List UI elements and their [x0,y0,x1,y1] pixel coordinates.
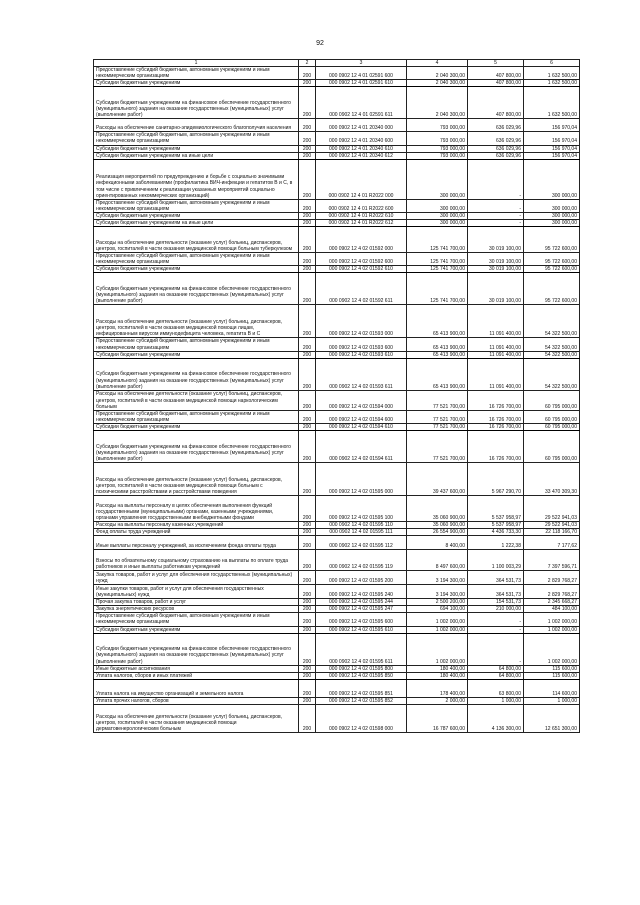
header-col-5: 5 [468,60,524,67]
row-approved-amount: 125 741 700,00 [407,253,468,266]
row-admin-code: 200 [299,338,316,351]
row-classification-code: 000 0902 12 4 01 20340 610 [316,145,407,152]
row-name: Субсидии бюджетным учреждениям на иные цели [94,220,299,227]
table-row [94,633,580,665]
row-classification-code: 000 0902 12 4 02 01595 852 [316,697,407,704]
row-remaining-amount: 1 632 500,00 [524,67,580,80]
row-classification-code: 000 0902 12 4 02 01594 610 [316,423,407,430]
row-remaining-amount: 60 795 000,00 [524,423,580,430]
table-row [94,550,580,571]
row-approved-amount: 77 521 700,00 [407,423,468,430]
row-remaining-amount: 29 522 941,03 [524,521,580,528]
row-approved-amount: 65 413 900,00 [407,351,468,358]
row-approved-amount: 3 194 300,00 [407,571,468,585]
row-executed-amount: 30 019 100,00 [468,266,524,273]
row-classification-code: 000 0902 12 4 02 01595 610 [316,626,407,633]
row-classification-code: 000 0902 12 4 01 20340 600 [316,132,407,145]
row-classification-code: 000 0902 12 4 02 01595 600 [316,613,407,626]
table-row [94,227,580,253]
row-executed-amount: 16 726 700,00 [468,423,524,430]
row-classification-code: 000 0902 12 4 02 01594 000 [316,390,407,410]
row-classification-code: 000 0902 12 4 01 20340 000 [316,119,407,132]
row-name: Субсидии бюджетным учреждениям [94,212,299,219]
row-classification-code: 000 0902 12 4 02 01594 611 [316,430,407,462]
row-admin-code: 200 [299,266,316,273]
row-classification-code: 000 0902 12 4 01 20340 612 [316,152,407,159]
row-remaining-amount: 300 000,00 [524,199,580,212]
row-executed-amount: 407 800,00 [468,80,524,87]
row-classification-code: 000 0902 12 4 02 01592 600 [316,253,407,266]
row-admin-code: 200 [299,119,316,132]
row-remaining-amount: 54 322 500,00 [524,351,580,358]
row-approved-amount: 694 100,00 [407,606,468,613]
row-name: Субсидии бюджетным учреждениям на финансовое обеспечение государственного (муниципального) задания на оказание государственных (муниципальных) услуг (выполнение работ) [94,430,299,462]
row-admin-code: 200 [299,212,316,219]
table-row [94,305,580,338]
row-admin-code: 200 [299,227,316,253]
row-name: Субсидии бюджетным учреждениям [94,145,299,152]
row-admin-code: 200 [299,410,316,423]
row-name: Взносы по обязательному социальному страхованию на выплаты по оплате труда работников и иные выплаты работникам учреждений [94,550,299,571]
row-name: Реализация мероприятий по предупреждению и борьбе с социально значимыми инфекционными заболеваниями (профилактика ВИЧ-инфекции и гепатитов В и С, в том числе с привлечением к реализации указанных мероприятий социально ориентированных некоммерческих организаций) [94,159,299,199]
header-col-6: 6 [524,60,580,67]
row-classification-code: 000 0902 12 4 02 01594 600 [316,410,407,423]
row-remaining-amount: 115 600,00 [524,665,580,672]
table-row [94,338,580,351]
table-row [94,536,580,550]
row-approved-amount: 180 400,00 [407,672,468,679]
row-approved-amount: 2 000,00 [407,697,468,704]
row-classification-code: 000 0902 12 4 01 02591 600 [316,67,407,80]
row-admin-code: 200 [299,672,316,679]
row-remaining-amount: 33 470 309,30 [524,462,580,495]
row-approved-amount: 125 741 700,00 [407,227,468,253]
row-approved-amount: 35 060 900,00 [407,521,468,528]
row-remaining-amount: 2 345 668,27 [524,599,580,606]
row-classification-code: 000 0902 12 4 02 01595 247 [316,606,407,613]
row-approved-amount: 178 400,00 [407,679,468,697]
row-name: Расходы на обеспечение санитарно-эпидемиологического благополучия населения [94,119,299,132]
row-approved-amount: 1 002 000,00 [407,626,468,633]
row-admin-code: 200 [299,390,316,410]
row-executed-amount: 636 029,96 [468,119,524,132]
row-executed-amount: 64 800,00 [468,665,524,672]
table-row [94,212,580,219]
table-row [94,67,580,80]
row-remaining-amount: 156 970,04 [524,132,580,145]
row-approved-amount: 793 000,00 [407,119,468,132]
row-name: Субсидии бюджетным учреждениям [94,80,299,87]
row-classification-code: 000 0902 12 4 01 R2022 600 [316,199,407,212]
table-row [94,132,580,145]
row-admin-code: 200 [299,220,316,227]
row-name: Субсидии бюджетным учреждениям на финансовое обеспечение государственного (муниципального) задания на оказание государственных (муниципальных) услуг (выполнение работ) [94,633,299,665]
row-remaining-amount: 95 722 600,00 [524,253,580,266]
row-admin-code: 200 [299,80,316,87]
row-name: Субсидии бюджетным учреждениям на иные цели [94,152,299,159]
row-approved-amount: 2 040 300,00 [407,80,468,87]
row-remaining-amount: 29 522 941,03 [524,495,580,521]
row-classification-code: 000 0902 12 4 02 01595 000 [316,462,407,495]
row-admin-code: 200 [299,599,316,606]
row-name: Предоставление субсидий бюджетным, автономным учреждениям и иным некоммерческим организациям [94,613,299,626]
row-approved-amount: 125 741 700,00 [407,266,468,273]
row-approved-amount: 1 002 000,00 [407,633,468,665]
row-approved-amount: 125 741 700,00 [407,273,468,305]
table-row [94,390,580,410]
row-admin-code: 200 [299,351,316,358]
row-approved-amount: 39 437 600,00 [407,462,468,495]
row-executed-amount: 636 029,96 [468,152,524,159]
header-col-3: 3 [316,60,407,67]
row-classification-code: 000 0902 12 4 02 01595 200 [316,571,407,585]
row-name: Предоставление субсидий бюджетным, автономным учреждениям и иным некоммерческим организациям [94,67,299,80]
row-executed-amount: - [468,199,524,212]
row-admin-code: 200 [299,159,316,199]
row-executed-amount: 5 967 290,70 [468,462,524,495]
row-executed-amount: 63 800,00 [468,679,524,697]
row-admin-code: 200 [299,521,316,528]
row-classification-code: 000 0902 12 4 02 01593 611 [316,358,407,390]
row-approved-amount: 2 040 300,00 [407,87,468,119]
row-name: Субсидии бюджетным учреждениям на финансовое обеспечение государственного (муниципального) задания на оказание государственных (муниципальных) услуг (выполнение работ) [94,273,299,305]
table-row [94,87,580,119]
row-name: Фонд оплаты труда учреждений [94,529,299,536]
row-name: Предоставление субсидий бюджетным, автономным учреждениям и иным некоммерческим организациям [94,132,299,145]
row-approved-amount: 35 060 900,00 [407,495,468,521]
row-classification-code: 000 0902 12 4 02 01595 110 [316,521,407,528]
header-col-4: 4 [407,60,468,67]
row-name: Расходы на обеспечение деятельности (оказание услуг) больниц, диспансеров, центров, госпиталей в части оказания медицинской помощи больным туберкулезом [94,227,299,253]
row-admin-code: 200 [299,550,316,571]
row-remaining-amount: 2 829 768,27 [524,571,580,585]
row-remaining-amount: 1 632 500,00 [524,87,580,119]
row-classification-code: 000 0902 12 4 01 02591 610 [316,80,407,87]
table-header [94,60,580,67]
row-remaining-amount: 95 722 600,00 [524,266,580,273]
table-row [94,159,580,199]
row-executed-amount: 407 800,00 [468,67,524,80]
row-name: Предоставление субсидий бюджетным, автономным учреждениям и иным некоммерческим организациям [94,338,299,351]
row-executed-amount: 1 000,00 [468,697,524,704]
row-classification-code: 000 0902 12 4 02 01595 851 [316,679,407,697]
row-classification-code: 000 0902 12 4 02 01593 600 [316,338,407,351]
row-remaining-amount: 1 632 500,00 [524,80,580,87]
row-executed-amount: 16 726 700,00 [468,430,524,462]
row-approved-amount: 65 413 900,00 [407,305,468,338]
table-row [94,266,580,273]
table-row [94,423,580,430]
table-row [94,571,580,585]
row-name: Иные выплаты персоналу учреждений, за исключением фонда оплаты труда [94,536,299,550]
row-approved-amount: 16 787 600,00 [407,704,468,732]
page-number: 92 [316,40,324,47]
row-name: Уплата налога на имущество организаций и земельного налога [94,679,299,697]
row-admin-code: 200 [299,613,316,626]
row-executed-amount: 5 537 958,97 [468,521,524,528]
row-remaining-amount: 95 722 600,00 [524,273,580,305]
table-row [94,273,580,305]
row-remaining-amount: 1 002 000,00 [524,633,580,665]
table-row [94,145,580,152]
row-name: Иные бюджетные ассигнования [94,665,299,672]
row-executed-amount: 407 800,00 [468,87,524,119]
row-admin-code: 200 [299,679,316,697]
row-executed-amount: 30 019 100,00 [468,273,524,305]
row-approved-amount: 300 000,00 [407,159,468,199]
table-body [94,67,580,733]
row-name: Прочая закупка товаров, работ и услуг [94,599,299,606]
table-row [94,529,580,536]
table-row [94,430,580,462]
row-approved-amount: 77 521 700,00 [407,410,468,423]
row-name: Расходы на обеспечение деятельности (оказание услуг) больниц, диспансеров, центров, госпиталей в части оказания медицинской помощи больным с психическими расстройствами и расстройствами поведения [94,462,299,495]
row-admin-code: 200 [299,536,316,550]
budget-table [93,59,580,733]
row-admin-code: 200 [299,704,316,732]
table-row [94,704,580,732]
row-executed-amount: 4 136 300,00 [468,704,524,732]
row-executed-amount: - [468,220,524,227]
row-name: Иные закупки товаров, работ и услуг для обеспечения государственных (муниципальных) нужд [94,585,299,599]
row-executed-amount: 30 019 100,00 [468,253,524,266]
row-approved-amount: 8 400,00 [407,536,468,550]
row-admin-code: 200 [299,423,316,430]
row-executed-amount: 30 019 100,00 [468,227,524,253]
row-classification-code: 000 0902 12 4 02 01595 100 [316,495,407,521]
row-approved-amount: 793 000,00 [407,132,468,145]
row-remaining-amount: 1 002 000,00 [524,626,580,633]
row-admin-code: 200 [299,585,316,599]
row-name: Субсидии бюджетным учреждениям на финансовое обеспечение государственного (муниципального) задания на оказание государственных (муниципальных) услуг (выполнение работ) [94,358,299,390]
row-classification-code: 000 0902 12 4 02 01595 111 [316,529,407,536]
row-name: Уплата налогов, сборов и иных платежей [94,672,299,679]
table-row [94,613,580,626]
header-col-2: 2 [299,60,316,67]
row-approved-amount: 2 500 200,00 [407,599,468,606]
row-executed-amount: 16 726 700,00 [468,410,524,423]
row-name: Субсидии бюджетным учреждениям [94,423,299,430]
row-name: Субсидии бюджетным учреждениям [94,351,299,358]
table-row [94,119,580,132]
row-remaining-amount: 7 177,62 [524,536,580,550]
table-row [94,679,580,697]
table-row [94,410,580,423]
row-remaining-amount: 300 000,00 [524,212,580,219]
row-approved-amount: 65 413 900,00 [407,338,468,351]
row-executed-amount: 364 531,73 [468,585,524,599]
table-row [94,672,580,679]
row-name: Предоставление субсидий бюджетным, автономным учреждениям и иным некоммерческим организациям [94,253,299,266]
row-classification-code: 000 0902 12 4 02 01593 000 [316,305,407,338]
row-executed-amount: 210 000,00 [468,606,524,613]
row-remaining-amount: 60 795 000,00 [524,430,580,462]
row-name: Закупка товаров, работ и услуг для обеспечения государственных (муниципальных) нужд [94,571,299,585]
row-approved-amount: 65 413 900,00 [407,358,468,390]
row-approved-amount: 77 521 700,00 [407,430,468,462]
row-classification-code: 000 0902 12 4 02 01592 611 [316,273,407,305]
table-row [94,521,580,528]
row-classification-code: 000 0902 12 4 01 R2022 612 [316,220,407,227]
row-remaining-amount: 12 651 300,00 [524,704,580,732]
table-row [94,462,580,495]
row-remaining-amount: 300 000,00 [524,159,580,199]
row-remaining-amount: 54 322 500,00 [524,338,580,351]
row-approved-amount: 300 000,00 [407,199,468,212]
table-row [94,253,580,266]
table-row [94,606,580,613]
row-admin-code: 200 [299,152,316,159]
row-approved-amount: 1 002 000,00 [407,613,468,626]
row-approved-amount: 793 000,00 [407,152,468,159]
row-approved-amount: 180 400,00 [407,665,468,672]
row-executed-amount: 5 537 958,97 [468,495,524,521]
row-remaining-amount: 54 322 500,00 [524,305,580,338]
row-name: Закупка энергетических ресурсов [94,606,299,613]
row-executed-amount: - [468,613,524,626]
row-admin-code: 200 [299,571,316,585]
table-row [94,599,580,606]
row-approved-amount: 300 000,00 [407,212,468,219]
row-remaining-amount: 156 970,04 [524,152,580,159]
row-admin-code: 200 [299,132,316,145]
row-name: Расходы на обеспечение деятельности (оказание услуг) больниц, диспансеров, центров, госпиталей в части оказания медицинской помощи дерматовенерологическим больным [94,704,299,732]
row-classification-code: 000 0902 12 4 02 01598 000 [316,704,407,732]
row-classification-code: 000 0902 12 4 01 R2022 610 [316,212,407,219]
row-executed-amount: - [468,626,524,633]
row-admin-code: 200 [299,253,316,266]
row-approved-amount: 793 000,00 [407,145,468,152]
row-name: Уплата прочих налогов, сборов [94,697,299,704]
row-admin-code: 200 [299,305,316,338]
row-approved-amount: 77 521 700,00 [407,390,468,410]
table-row [94,220,580,227]
row-remaining-amount: 60 795 000,00 [524,390,580,410]
row-classification-code: 000 0902 12 4 02 01595 244 [316,599,407,606]
row-approved-amount: 26 554 900,00 [407,529,468,536]
row-admin-code: 200 [299,199,316,212]
row-name: Расходы на выплаты персоналу казенных учреждений [94,521,299,528]
row-admin-code: 200 [299,665,316,672]
row-executed-amount: 636 029,96 [468,132,524,145]
row-executed-amount: 11 091 400,00 [468,351,524,358]
table-row [94,152,580,159]
row-admin-code: 200 [299,430,316,462]
row-executed-amount: 16 726 700,00 [468,390,524,410]
row-remaining-amount: 1 000,00 [524,697,580,704]
table-row [94,585,580,599]
row-executed-amount: 1 100 003,29 [468,550,524,571]
row-classification-code: 000 0902 12 4 02 01595 119 [316,550,407,571]
row-remaining-amount: 22 118 166,70 [524,529,580,536]
row-name: Расходы на выплаты персоналу в целях обеспечения выполнения функций государственными (муниципальными) органами, казенными учреждениями, органами управления государственными внебюджетными фондами [94,495,299,521]
table-row [94,358,580,390]
row-name: Расходы на обеспечение деятельности (оказание услуг) больниц, диспансеров, центров, госпиталей в части оказания медицинской помощи лицам, инфицированным вирусом иммунодефицита человека, гепатита В и С [94,305,299,338]
row-admin-code: 200 [299,529,316,536]
row-executed-amount: 636 029,96 [468,145,524,152]
row-name: Субсидии бюджетным учреждениям [94,266,299,273]
row-name: Субсидии бюджетным учреждениям на финансовое обеспечение государственного (муниципального) задания на оказание государственных (муниципальных) услуг (выполнение работ) [94,87,299,119]
row-remaining-amount: 54 322 500,00 [524,358,580,390]
row-classification-code: 000 0902 12 4 02 01595 112 [316,536,407,550]
row-executed-amount: 364 531,73 [468,571,524,585]
row-executed-amount: 11 091 400,00 [468,305,524,338]
row-remaining-amount: 7 397 596,71 [524,550,580,571]
row-name: Предоставление субсидий бюджетным, автономным учреждениям и иным некоммерческим организациям [94,199,299,212]
table-row [94,80,580,87]
row-admin-code: 200 [299,606,316,613]
row-remaining-amount: 156 970,04 [524,119,580,132]
row-executed-amount: 11 091 400,00 [468,358,524,390]
row-admin-code: 200 [299,87,316,119]
row-admin-code: 200 [299,495,316,521]
row-classification-code: 000 0902 12 4 02 01595 611 [316,633,407,665]
row-remaining-amount: 2 829 768,27 [524,585,580,599]
header-col-1: 1 [94,60,299,67]
row-classification-code: 000 0902 12 4 02 01595 850 [316,672,407,679]
row-executed-amount: 11 091 400,00 [468,338,524,351]
row-admin-code: 200 [299,67,316,80]
row-classification-code: 000 0902 12 4 02 01593 610 [316,351,407,358]
row-remaining-amount: 156 970,04 [524,145,580,152]
row-classification-code: 000 0902 12 4 02 01592 610 [316,266,407,273]
row-admin-code: 200 [299,273,316,305]
row-admin-code: 200 [299,145,316,152]
table-row [94,495,580,521]
row-executed-amount: 154 531,73 [468,599,524,606]
row-approved-amount: 3 194 300,00 [407,585,468,599]
row-name: Расходы на обеспечение деятельности (оказание услуг) больниц, диспансеров, центров, госпиталей в части оказания медицинской помощи наркологическим больным [94,390,299,410]
row-name: Предоставление субсидий бюджетным, автономным учреждениям и иным некоммерческим организациям [94,410,299,423]
row-approved-amount: 2 040 300,00 [407,67,468,80]
row-approved-amount: 300 000,00 [407,220,468,227]
row-executed-amount: 1 222,38 [468,536,524,550]
row-executed-amount: 64 800,00 [468,672,524,679]
row-remaining-amount: 300 000,00 [524,220,580,227]
row-admin-code: 200 [299,633,316,665]
row-admin-code: 200 [299,626,316,633]
row-remaining-amount: 115 600,00 [524,672,580,679]
row-admin-code: 200 [299,358,316,390]
row-remaining-amount: 95 722 600,00 [524,227,580,253]
row-remaining-amount: 60 795 000,00 [524,410,580,423]
row-remaining-amount: 114 600,00 [524,679,580,697]
table-row [94,351,580,358]
row-approved-amount: 8 497 600,00 [407,550,468,571]
row-executed-amount: - [468,212,524,219]
table-row [94,626,580,633]
table-row [94,665,580,672]
row-admin-code: 200 [299,697,316,704]
row-executed-amount: - [468,159,524,199]
row-admin-code: 200 [299,462,316,495]
row-classification-code: 000 0902 12 4 01 R2022 000 [316,159,407,199]
row-classification-code: 000 0902 12 4 02 01592 000 [316,227,407,253]
row-remaining-amount: 484 100,00 [524,606,580,613]
row-name: Субсидии бюджетным учреждениям [94,626,299,633]
row-executed-amount: 4 436 733,30 [468,529,524,536]
row-classification-code: 000 0902 12 4 02 01595 800 [316,665,407,672]
row-classification-code: 000 0902 12 4 01 02591 611 [316,87,407,119]
table-row [94,199,580,212]
row-classification-code: 000 0902 12 4 02 01595 240 [316,585,407,599]
table-row [94,697,580,704]
row-remaining-amount: 1 002 000,00 [524,613,580,626]
row-executed-amount: - [468,633,524,665]
